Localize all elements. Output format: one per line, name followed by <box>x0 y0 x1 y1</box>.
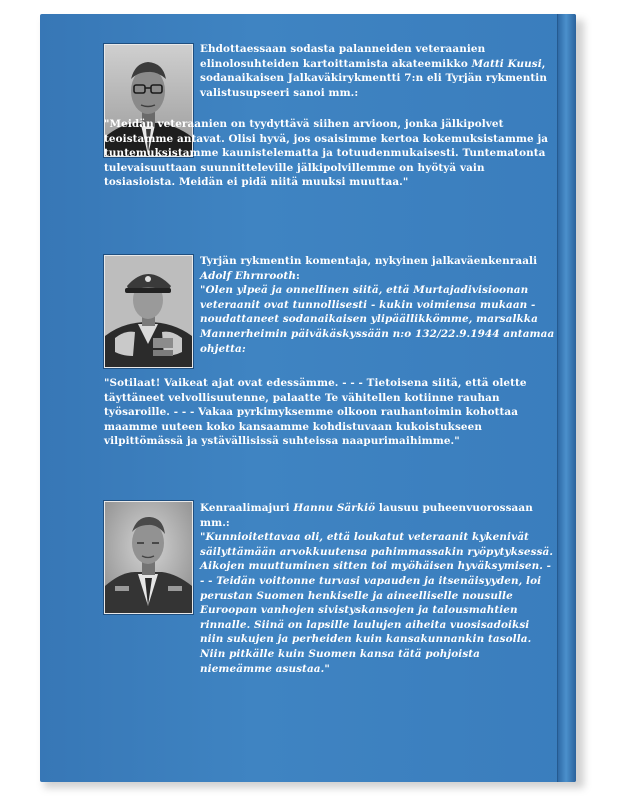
section-2-text <box>200 254 555 356</box>
portrait-hannu-sarkio <box>104 501 193 614</box>
intro-paragraph-2 <box>200 254 555 283</box>
intro-text-a: Tyrjän rykmentin komentaja, nykyinen jalkaväenkenraali <box>200 255 538 267</box>
intro-paragraph <box>200 42 555 100</box>
quote-ehrnrooth: "Olen ylpeä ja onnellinen siitä, että Murtajadivisioonan veteraanit ovat tunnollisesti - kukin voimiensa mukaan - noudattaneet sodanaikaisen ylipäällikkömme, marsalkka Mannerheimin päiväkäskyssään n:o 132/22.9.1944 antamaa ohjetta: <box>200 284 555 355</box>
book-back-cover <box>40 14 576 782</box>
person-name: Matti Kuusi <box>471 57 542 70</box>
section-3-text <box>200 501 555 676</box>
book-spine <box>557 14 576 782</box>
quote-matti-kuusi: "Meidän veteraanien on tyydyttävä siihen arvioon, jonka jälkipolvet teoistamme antavat. Olisi hyvä, jos osaisimme kertoa kokemuksistamme ja tuntemuksistamme kaunistelematta ja totuudenmukaisesti. Tuntematonta tulevaisuuttaan suunnitteleville jälkipolvillemme on hyötyä vain tosiasioista. Meidän ei pidä niitä muuksi muuttaa." <box>104 118 549 189</box>
portrait-adolf-ehrnrooth <box>104 255 193 368</box>
portrait-3-image <box>105 502 192 613</box>
person-name: Hannu Särkiö <box>293 502 376 514</box>
intro-text-b: : <box>296 269 300 282</box>
intro-paragraph-3 <box>200 501 555 530</box>
intro-text-b: , sodanaikaisen Jalkaväkirykmentti 7:n eli Tyrjän rykmentin valistusupseeri sanoi mm.: <box>200 57 548 99</box>
person-name: Adolf Ehrnrooth <box>200 269 296 282</box>
section-1-text <box>200 42 555 100</box>
portrait-2-image <box>105 256 192 367</box>
intro-text-b: lausuu puheenvuorossaan mm.: <box>200 502 533 529</box>
quote-sarkio: "Kunnioitettavaa oli, että loukatut veteraanit kykenivät säilyttämään arvokkuutensa pahimmassakin ryöpytyksessä. Aikojen muuttuminen sitten toi myöhäisen hyväksymisen. - - - Teidän voittonne turvasi vapauden ja itsenäisyyden, loi perustan Suomen henkiselle ja aineelliselle nousulle Euroopan vanhojen sivistyskansojen ja talousmahtien rinnalle. Siinä on lapsille laulujen aiheita vuosisadoiksi niin sukujen ja perheiden kuin kansakunnankin tasolla. Niin pitkälle kuin Suomen kansa tätä pohjoista niemeämme asustaa." <box>200 531 554 675</box>
quote-mannerheim: "Sotilaat! Vaikeat ajat ovat edessämme. - - - Tietoisena siitä, että olette täyttäneet velvollisuutenne, palaatte Te vähitellen kotiinne rauhan työsaroille. - - - Vakaa pyrkimyksemme olkoon rauhantoimin kohottaa maamme uuteen koko kansaamme kohdistuvaan kukoistukseen vilpittömässä ja ystävällisissä suhteissa naapurimaihimme." <box>104 377 527 448</box>
intro-text-a: Kenraalimajuri <box>200 502 294 514</box>
intro-text-a: Ehdottaessaan sodasta palanneiden veteraanien elinolosuhteiden kartoittamista akateemikko <box>200 43 486 70</box>
